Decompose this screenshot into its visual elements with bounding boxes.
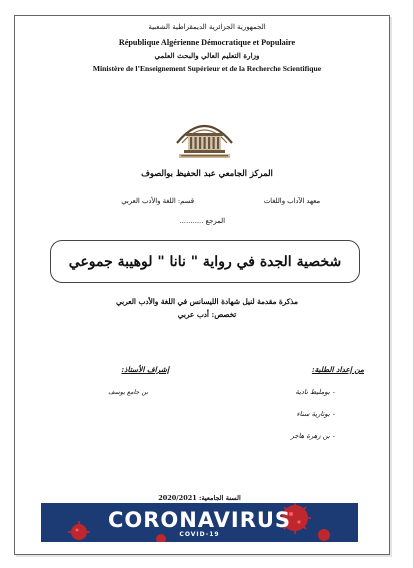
student-name: بومليط نادية xyxy=(295,388,330,396)
specialty: تخصص: أدب عربي xyxy=(177,310,237,319)
institute-name: معهد الآداب واللغات xyxy=(263,197,320,205)
coronavirus-banner xyxy=(41,492,358,542)
supervisor-label: إشراف الأستاذ: xyxy=(121,365,169,374)
list-bullet: - xyxy=(332,388,335,396)
banner-subtitle: COVID-19 xyxy=(179,531,220,538)
page-frame xyxy=(14,15,390,555)
republic-french: République Algérienne Démocratique et Populaire xyxy=(118,38,296,47)
supervisor-name: بن جامع يوسف xyxy=(108,389,148,396)
students-label: من إعداد الطلبة: xyxy=(311,365,364,374)
republic-arabic: الجمهورية الجزائرية الديمقراطية الشعبية xyxy=(148,23,266,31)
thesis-title: شخصية الجدة في رواية " نانا " لوهيبة جموعي xyxy=(68,253,342,270)
student-name: بن زهرة هاجر xyxy=(290,432,330,440)
academic-year: السنة الجامعية: 2020/2021 xyxy=(158,493,241,502)
student-item xyxy=(296,410,335,418)
ministry-arabic: وزارة التعليم العالي والبحث العلمي xyxy=(154,51,260,60)
list-bullet: - xyxy=(332,410,335,418)
thesis-title-box xyxy=(50,240,360,283)
student-item xyxy=(295,388,335,396)
department-name: قسم: اللغة والأدب العربي xyxy=(121,197,194,205)
reference-number: المرجع ........... xyxy=(179,217,225,225)
memo-description: مذكرة مقدمة لنيل شهادة الليسانس في اللغة والأدب العربي xyxy=(116,297,298,306)
center-name: المركز الجامعي عبد الحفيظ بوالصوف xyxy=(141,168,273,178)
banner-title: CORONAVIRUS xyxy=(107,508,292,532)
student-name: بوتارية سناء xyxy=(296,410,330,418)
academic-year-strip xyxy=(41,492,358,503)
ministry-french: Ministère de l’Enseignement Supérieur et de la Recherche Scientifique xyxy=(92,64,322,73)
student-item xyxy=(291,432,335,440)
list-bullet: - xyxy=(332,432,335,440)
university-building-logo-icon xyxy=(173,113,236,161)
